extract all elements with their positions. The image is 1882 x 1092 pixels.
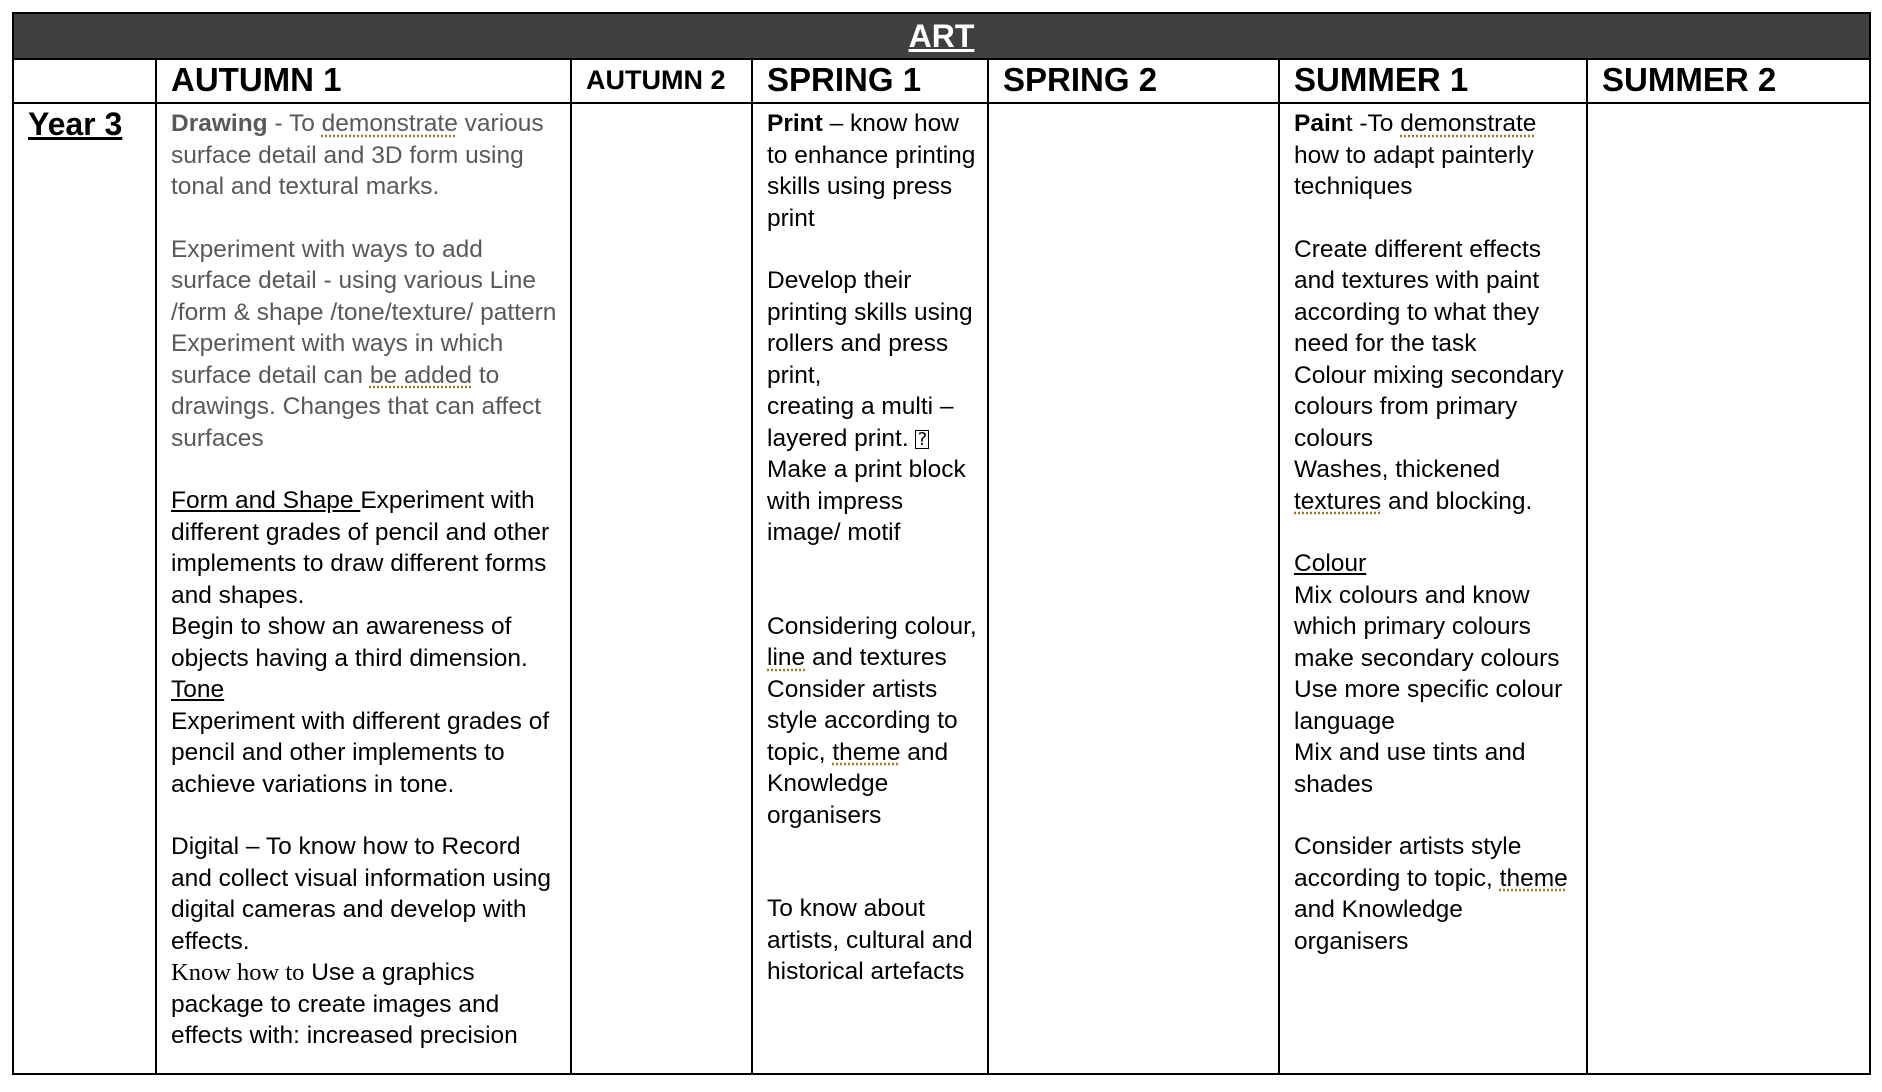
summer1-content: [1280, 104, 1588, 1073]
art-curriculum-table: [12, 12, 1871, 1075]
drawing-paragraph: Drawing - To demonstrate various surface detail and 3D form using tonal and textural marks.: [171, 110, 544, 200]
tints-text: Mix and use tints and shades: [1294, 739, 1526, 798]
paint-title: Pain: [1294, 110, 1346, 137]
drawing-title: Drawing: [171, 110, 268, 137]
spring2-column: [987, 58, 1280, 1073]
spring1-content: [753, 104, 989, 1073]
spring2-header: SPRING 2: [989, 58, 1280, 104]
year-header-cell: [14, 58, 157, 104]
spring1-header: SPRING 1: [753, 58, 989, 104]
summer1-column: [1278, 58, 1588, 1073]
artists-text: Consider artists style according to topic, theme and Knowledge organisers: [767, 675, 958, 829]
summer2-column: [1586, 58, 1871, 1073]
tone-title: Tone: [171, 676, 225, 703]
surface-detail-text: Experiment with ways to add surface detail - using various Line /form & shape /tone/texture/ pattern: [171, 235, 557, 326]
effects-text: Create different effects and textures with paint according to what they need for the task: [1294, 235, 1541, 357]
colour-mixing-text: Colour mixing secondary colours from primary colours: [1294, 361, 1564, 452]
spring1-column: [751, 58, 989, 1073]
awareness-text: Begin to show an awareness of objects having a third dimension.: [171, 613, 528, 672]
artefacts-text: To know about artists, cultural and historical artefacts: [767, 895, 973, 985]
colour-language-text: Use more specific colour language: [1294, 676, 1563, 735]
print-block-text: Make a print block with impress image/ motif: [767, 456, 966, 546]
year-label: Year 3: [28, 106, 123, 142]
graphics-text: Know how to Use a graphics package to create images and effects with: increased precision: [171, 959, 518, 1049]
autumn2-column: [570, 58, 753, 1073]
considering-text: Considering colour, line and textures: [767, 612, 977, 671]
paint-paragraph: Paint -To demonstrate how to adapt painterly techniques: [1294, 110, 1537, 200]
develop-text: Develop their printing skills using rollers and press print,: [767, 267, 973, 389]
year-column: [14, 58, 157, 1073]
missing-glyph-icon: ?: [915, 430, 929, 449]
summer1-header: SUMMER 1: [1280, 58, 1588, 104]
surface-change-text: Experiment with ways in which surface detail can be added to drawings. Changes that can affect surfaces: [171, 330, 542, 452]
autumn1-header: AUTUMN 1: [157, 58, 572, 104]
form-shape-paragraph: Form and Shape Experiment with different grades of pencil and other implements to draw different forms and shapes.: [171, 487, 550, 609]
summer-artists-text: Consider artists style according to topic, theme and Knowledge organisers: [1294, 833, 1568, 955]
title-bar: [14, 14, 1869, 60]
autumn1-column: [155, 58, 572, 1073]
mix-colours-text: Mix colours and know which primary colours make secondary colours: [1294, 581, 1560, 672]
print-title: Print: [767, 110, 823, 137]
autumn2-header: AUTUMN 2: [572, 58, 753, 104]
layered-print-text: creating a multi – layered print. ?: [767, 393, 954, 452]
table-title: ART: [908, 17, 975, 54]
washes-text: Washes, thickened textures and blocking.: [1294, 456, 1533, 515]
print-paragraph: Print – know how to enhance printing skills using press print: [767, 110, 976, 232]
autumn1-content: [157, 104, 572, 1073]
summer2-header: SUMMER 2: [1588, 58, 1871, 104]
colour-title: Colour: [1294, 550, 1367, 577]
tone-text: Experiment with different grades of pencil and other implements to achieve variations in tone.: [171, 707, 550, 798]
digital-text: Digital – To know how to Record and collect visual information using digital cameras and develop with effects.: [171, 833, 551, 955]
form-shape-title: Form and Shape: [171, 487, 361, 514]
